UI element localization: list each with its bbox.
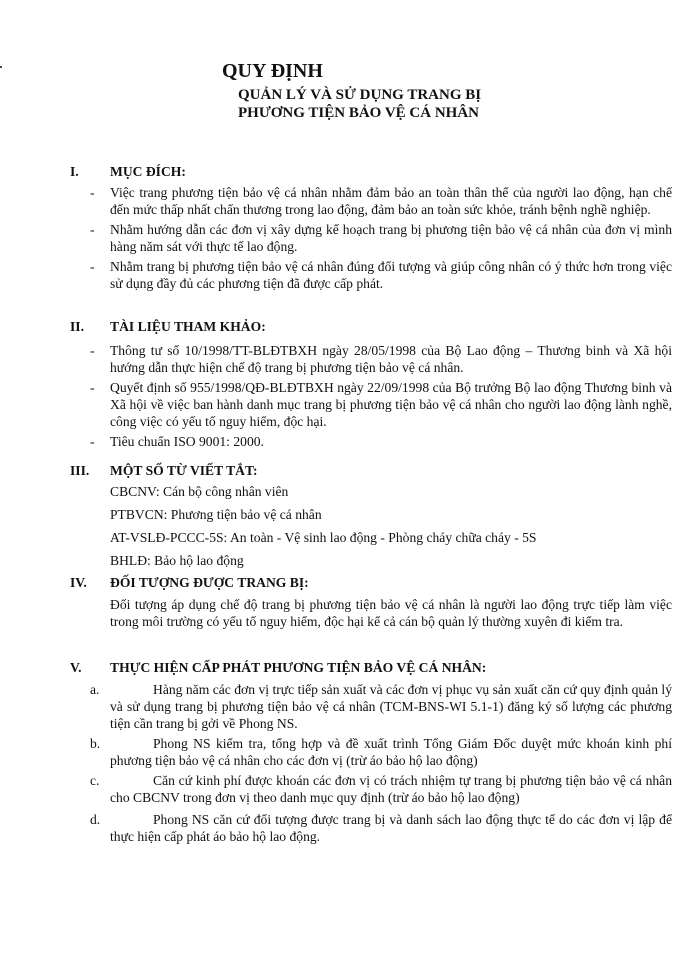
section-number: V. — [70, 660, 82, 675]
document-title: QUY ĐỊNH — [222, 60, 323, 82]
section-number: III. — [70, 463, 90, 478]
section-heading: ĐỐI TƯỢNG ĐƯỢC TRANG BỊ: — [110, 575, 309, 590]
subtitle-line: QUẢN LÝ VÀ SỬ DỤNG TRANG BỊ — [238, 87, 482, 103]
section-number: I. — [70, 164, 79, 179]
list-item: - Quyết định số 955/1998/QĐ-BLĐTBXH ngày 22/09/1998 của Bộ trưởng Bộ lao động Thương binh và Xã hội về việc ban hành danh mục trang bị phương tiện bảo vệ cá nhân cho người lao động lành nghề, công việc có yếu tố nguy hiểm, độc hại. — [90, 380, 672, 429]
document-subtitle — [238, 86, 481, 122]
lettered-item: d. Phong NS căn cứ đối tượng được trang bị và danh sách lao động thực tế do các đơn vị lập để thực hiện cấp phát áo bảo hộ lao động. — [90, 812, 672, 844]
section-references — [0, 318, 700, 450]
margin-mark — [0, 66, 2, 68]
abbreviation: BHLĐ: Bảo hộ lao động — [110, 553, 244, 568]
list-item: - Nhằm trang bị phương tiện bảo vệ cá nhân đúng đối tượng và giúp công nhân có ý thức hơn trong việc sử dụng đầy đủ các phương tiện đã được cấp phát. — [90, 259, 672, 291]
section-heading: MỤC ĐÍCH: — [110, 164, 186, 179]
list-item: - Việc trang phương tiện bảo vệ cá nhân nhằm đảm bảo an toàn thân thể của người lao động, hạn chế đến mức thấp nhất chấn thương trong lao động, đảm bảo an toàn sức khỏe, tránh bệnh nghề nghiệp. — [90, 185, 672, 217]
section-number: II. — [70, 319, 84, 334]
abbreviation: CBCNV: Cán bộ công nhân viên — [110, 484, 289, 499]
section-abbreviations — [0, 462, 700, 569]
section-issuance — [0, 659, 700, 845]
section-purpose — [0, 163, 700, 292]
lettered-item: c. Căn cứ kinh phí được khoán các đơn vị có trách nhiệm tự trang bị phương tiện bảo vệ cá nhân cho CBCNV trong đơn vị theo danh mục quy định (trừ áo bảo hộ lao động) — [90, 773, 672, 805]
section-text: Đối tượng áp dụng chế độ trang bị phương tiện bảo vệ cá nhân là người lao động trực tiếp làm việc trong môi trường có yếu tố nguy hiểm, độc hại kể cả cán bộ quản lý thường xuyên đi kiểm tra. — [110, 597, 672, 629]
section-heading: THỰC HIỆN CẤP PHÁT PHƯƠNG TIỆN BẢO VỆ CÁ NHÂN: — [110, 660, 487, 675]
section-number: IV. — [70, 575, 87, 590]
lettered-item: a. Hàng năm các đơn vị trực tiếp sản xuất và các đơn vị phục vụ sản xuất căn cứ quy định quản lý và sử dụng trang bị phương tiện bảo vệ cá nhân (TCM-BNS-WI 5.1-1) đăng ký số lượng các phương tiện cần trang bị gởi về Phong NS. — [90, 682, 672, 731]
lettered-item: b. Phong NS kiểm tra, tổng hợp và đề xuất trình Tổng Giám Đốc duyệt mức khoán kinh phí phương tiện bảo vệ cá nhân cho các đơn vị (trừ áo bảo hộ lao động) — [90, 736, 672, 768]
list-item: - Tiêu chuẩn ISO 9001: 2000. — [90, 434, 264, 449]
section-subjects — [0, 574, 700, 630]
list-item: - Nhằm hướng dẫn các đơn vị xây dựng kế hoạch trang bị phương tiện bảo vệ cá nhân của đơn vị mình hàng năm sát với thực tế lao động. — [90, 222, 672, 254]
abbreviation: PTBVCN: Phương tiện bảo vệ cá nhân — [110, 507, 322, 522]
abbreviation: AT-VSLĐ-PCCC-5S: An toàn - Vệ sinh lao động - Phòng cháy chữa cháy - 5S — [110, 530, 537, 545]
list-item: - Thông tư số 10/1998/TT-BLĐTBXH ngày 28/05/1998 của Bộ Lao động – Thương binh và Xã hội hướng dẫn thực hiện chế độ trang bị phương tiện bảo vệ cá nhân. — [90, 343, 672, 375]
subtitle-line: PHƯƠNG TIỆN BẢO VỆ CÁ NHÂN — [238, 105, 479, 121]
section-heading: MỘT SỐ TỪ VIẾT TẮT: — [110, 463, 258, 478]
section-heading: TÀI LIỆU THAM KHẢO: — [110, 319, 266, 334]
